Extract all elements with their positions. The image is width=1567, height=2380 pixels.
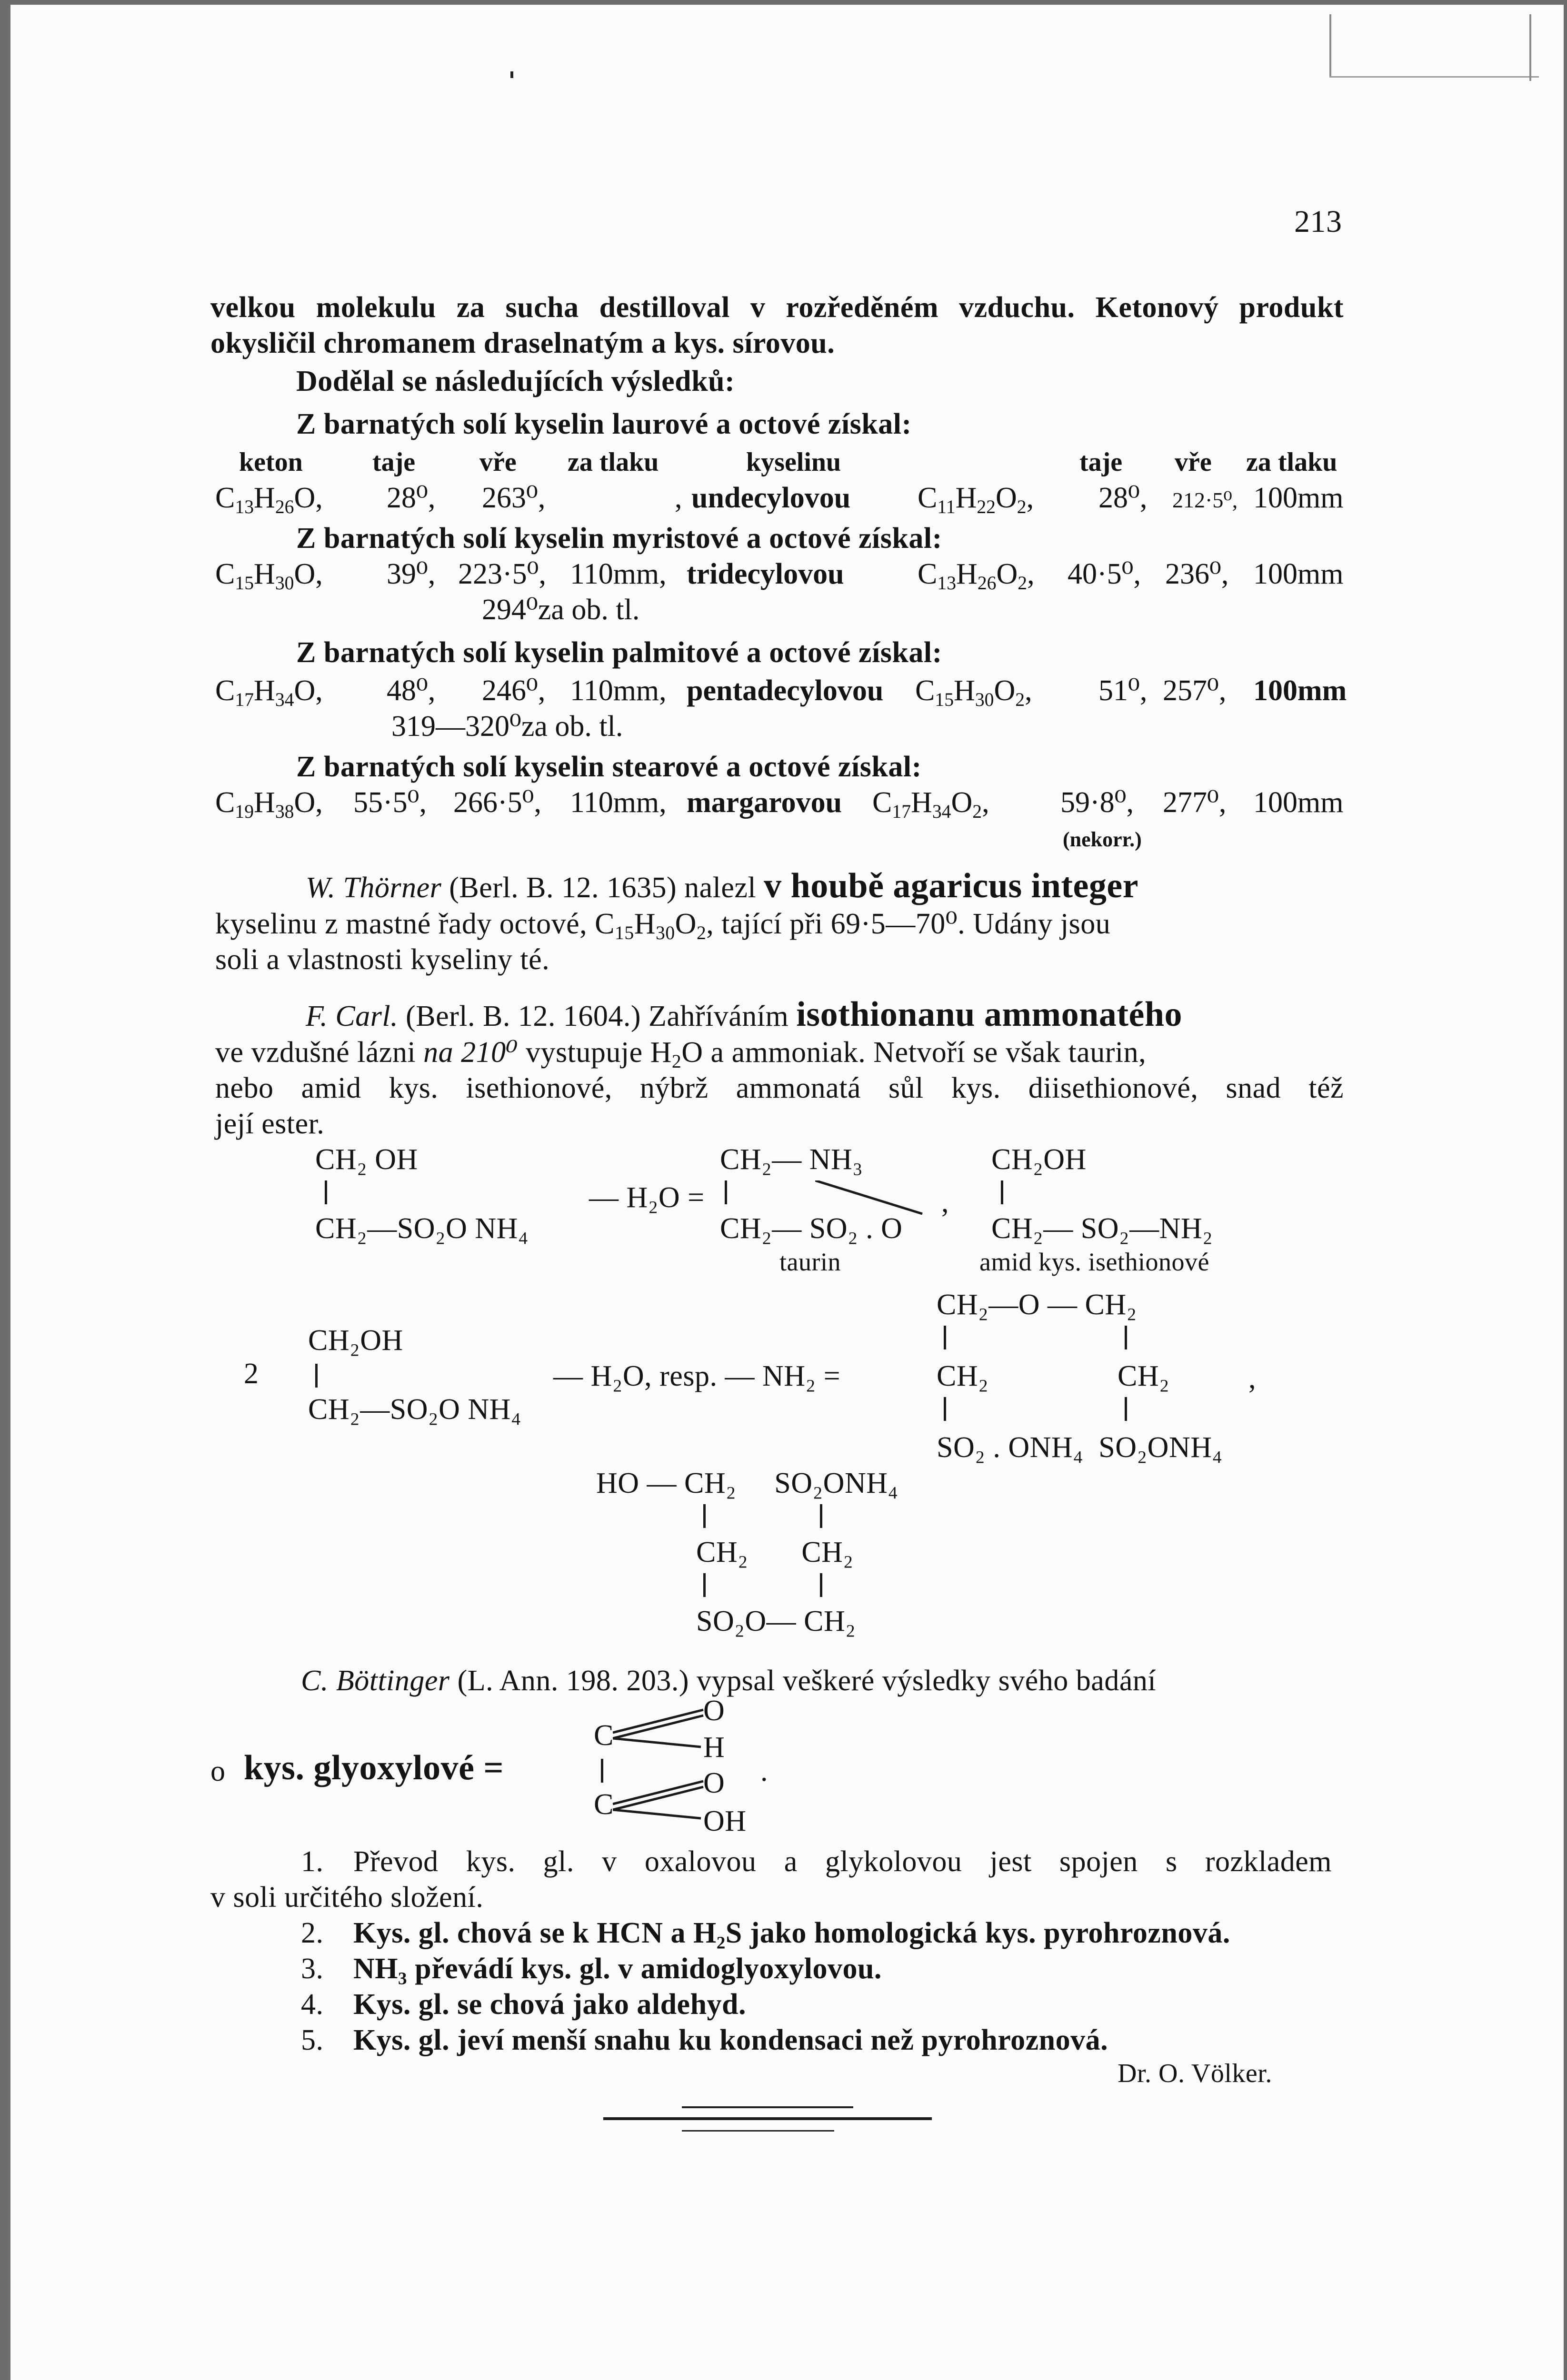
thorner-bold: v houbě agaricus integer [764,866,1139,905]
col-keton: keton [239,447,303,477]
thorner-line-3: soli a vlastnosti kyseliny té. [215,943,550,976]
acid-melt-row1: 28⁰, [1098,482,1148,514]
formula-top-row: CH₂—O — CH₂ [937,1289,1137,1321]
bond-b-3 [1125,1326,1127,1349]
scan-mark [510,71,513,78]
bottinger-line-1 [301,1664,1156,1698]
formula-taurin-comma: , [941,1186,949,1219]
carl-line-1 [306,997,1182,1033]
closing-rule-top [682,2106,853,2108]
carl-line-2: ve vzdušné lázni na 210⁰ vystupuje $H_2O$ a ammoniak. Netvoří se však taurin, [215,1036,1147,1072]
melt-row4: 55·5⁰, [353,786,427,819]
intro-line-1: velkou molekulu za sucha destilloval v rozředěném vzduchu. Ketonový produkt [210,291,1344,324]
list-text-3: NH₃ převádí kys. gl. v amidoglyoxylovou. [353,1953,882,1985]
formula-ch2oh-right: CH₂OH [991,1143,1087,1176]
formula-ch2oh-left: CH₂ OH [315,1143,418,1176]
acid-row1: undecylovou [691,482,851,514]
glyoxyl-c-top: C [594,1719,614,1752]
formula-bottom-row: SO₂ . ONH₄ SO₂ONH₄ [937,1431,1223,1464]
boil-row2: 223·5⁰, [458,558,547,590]
carl-bold: isothionanu ammonatého [796,995,1182,1034]
heading-laurove: Z barnatých solí kyselin laurové a octové získal: [296,408,912,440]
bond-b-1 [315,1364,318,1388]
formula-taurin-bottom: CH₂— SO₂ . O [720,1212,903,1245]
bond-b-4 [944,1397,946,1421]
col-za-tlaku-2: za tlaku [1246,447,1337,477]
col-vre-2: vře [1175,447,1212,477]
col-vre: vře [479,447,517,477]
list-text-1-cont: v soli určitého složení. [210,1881,484,1914]
bond-left-1 [325,1180,327,1204]
formula-ch2so2onh4-b: CH₂—SO₂O NH₄ [308,1393,522,1426]
glyoxyl-dot: . [760,1755,768,1787]
ketone-formula-row4: $C_{19}H_{38}O$, [215,786,323,822]
note-row2: 294⁰za ob. tl. [482,594,640,626]
closing-rule-main [603,2117,932,2120]
page [10,5,1564,2380]
melt-row1: 28⁰, [387,482,436,514]
glyoxyl-bonds-bottom [613,1771,708,1823]
intro-line-3: Dodělal se následujících výsledků: [296,365,735,397]
acid-formula-row1: $C_{11}H_{22}O_2$, [918,482,1034,517]
bond-ring-4 [820,1573,822,1597]
list-text-4: Kys. gl. se chová jako aldehyd. [353,1988,747,2021]
scan-mark [1329,76,1539,78]
boil-row1: 263⁰, [482,482,546,514]
page-number: 213 [1294,204,1342,239]
formula-ring-mid: CH₂ CH₂ [696,1536,854,1568]
acid-pressure-row2: 100mm [1253,558,1344,590]
thorner-line-1 [306,866,1139,905]
bond-ring-3 [703,1573,706,1597]
bottinger-author: C. Böttinger [301,1665,450,1697]
label-amid: amid kys. isethionové [979,1248,1209,1276]
pressure-row2: 110mm, [570,558,667,590]
pressure-row1: , [675,482,682,514]
acid-formula-row4: $C_{17}H_{34}O_2$, [872,786,989,822]
pressure-row3: 110mm, [570,674,667,707]
list-number-5: 5. [301,2024,324,2056]
acid-boil-row3: 257⁰, [1163,674,1227,707]
pressure-row4: 110mm, [570,786,667,819]
bond-ring-2 [820,1504,822,1528]
carl-line-4: její ester. [215,1108,325,1140]
intro-line-2: okysličil chromanem draselnatým a kys. sírovou. [210,327,835,359]
bond-right-1 [1001,1180,1003,1204]
formula-coefficient: 2 [244,1358,259,1390]
list-text-1: Převod kys. gl. v oxalovou a glykolovou jest spojen s rozkladem [353,1845,1332,1878]
glyoxyl-c-bottom: C [594,1788,614,1821]
note-row3: 319—320⁰za ob. tl. [391,710,623,743]
scan-mark [1329,14,1331,76]
boil-row3: 246⁰, [482,674,546,707]
heading-stearove: Z barnatých solí kyselin stearové a octové získal: [296,751,922,783]
ketone-formula-row1: $C_{13}H_{26}O$, [215,482,323,517]
formula-minus-water: — H₂O = [589,1181,705,1214]
melt-row2: 39⁰, [387,558,436,590]
formula-comma-2: , [1248,1362,1256,1395]
thorner-author: W. Thörner [306,872,442,904]
glyoxyl-o: o [210,1755,226,1787]
acid-melt-row3: 51⁰, [1098,674,1148,707]
acid-pressure-row3: 100mm [1253,674,1347,707]
list-text-5: Kys. gl. jeví menší snahu ku kondensaci než pyrohroznová. [353,2024,1108,2056]
formula-ch2so2onh4-left: CH₂—SO₂O NH₄ [315,1212,529,1245]
bond-b-2 [944,1326,946,1349]
glyoxyl-o-top: O [703,1695,725,1727]
acid-pressure-row1: 100mm [1253,482,1344,514]
list-number-1: 1. [301,1845,324,1878]
scan-mark [1529,14,1531,81]
ketone-formula-row2: $C_{15}H_{30}O$, [215,558,323,594]
carl-ref: (Berl. B. 12. 1604.) Zahříváním [406,1000,789,1032]
thorner-line-2: kyselinu z mastné řady octové, $C_{15}H_{30}O_2$, tající při 69·5—70⁰. Udány jsou [215,908,1111,943]
bottinger-ref: (L. Ann. 198. 203.) vypsal veškeré výsledky svého badání [457,1665,1157,1697]
acid-boil-row4: 277⁰, [1163,786,1227,819]
bond-b-5 [1125,1397,1127,1421]
acid-row3: pentadecylovou [687,674,884,707]
col-taje: taje [372,447,416,477]
signature: Dr. O. Völker. [1118,2059,1272,2088]
ketone-formula-row3: $C_{17}H_{34}O$, [215,674,323,710]
bond-ring-1 [703,1504,706,1528]
col-kyselinu: kyselinu [746,447,841,477]
melt-row3: 48⁰, [387,674,436,707]
col-taje-2: taje [1079,447,1123,477]
closing-rule-bottom [682,2130,834,2132]
boil-row4: 266·5⁰, [453,786,542,819]
list-number-3: 3. [301,1953,324,1985]
formula-ring-bottom: SO₂O— CH₂ [696,1605,856,1637]
formula-taurin-top: CH₂— NH₃ [720,1143,863,1176]
heading-myristove: Z barnatých solí kyselin myristové a octové získal: [296,522,942,555]
glyoxyl-bold: kys. glyoxylové = [244,1748,504,1787]
glyoxyl-o-bottom: O [703,1767,725,1799]
acid-boil-row1: 212·5⁰, [1172,488,1238,512]
glyoxyl-cc-bond [601,1759,603,1783]
acid-boil-row2: 236⁰, [1165,558,1229,590]
acid-formula-row3: $C_{15}H_{30}O_2$, [915,674,1032,710]
formula-mid-ch2: CH₂ [937,1360,989,1392]
acid-formula-row2: $C_{13}H_{26}O_2$, [918,558,1035,594]
thorner-ref: (Berl. B. 12. 1635) nalezl [449,872,757,904]
formula-amide: CH₂— SO₂—NH₂ [991,1212,1213,1245]
acid-melt-row4: 59·8⁰, [1060,786,1134,819]
acid-row4: margarovou [687,786,842,819]
list-text-2: Kys. gl. chová se k HCN a H₂S jako homologická kys. pyrohroznová. [353,1917,1230,1949]
heading-palmitove: Z barnatých solí kyselin palmitové a octové získal: [296,636,942,669]
formula-resp: — H₂O, resp. — NH₂ = [553,1360,841,1392]
acid-pressure-row4: 100mm [1253,786,1344,819]
col-za-tlaku: za tlaku [568,447,659,477]
formula-ch2oh-b: CH₂OH [308,1324,403,1357]
glyoxyl-oh: OH [703,1805,747,1837]
list-number-4: 4. [301,1988,324,2021]
note-row4: (nekorr.) [1063,828,1142,851]
list-number-2: 2. [301,1917,324,1949]
acid-row2: tridecylovou [687,558,844,590]
glyoxyl-h: H [703,1731,725,1764]
label-taurin: taurin [779,1248,841,1276]
acid-melt-row2: 40·5⁰, [1068,558,1141,590]
formula-ring-top: HO — CH₂ SO₂ONH₄ [596,1467,898,1499]
glyoxyl-bonds-top [613,1699,708,1752]
carl-author: F. Carl. [306,1000,399,1032]
formula-mid-ch2-right: CH₂ [1118,1360,1170,1392]
carl-line-3: nebo amid kys. isethionové, nýbrž ammonatá sůl kys. diisethionové, snad též [215,1072,1344,1104]
bond-taurin [725,1180,727,1204]
